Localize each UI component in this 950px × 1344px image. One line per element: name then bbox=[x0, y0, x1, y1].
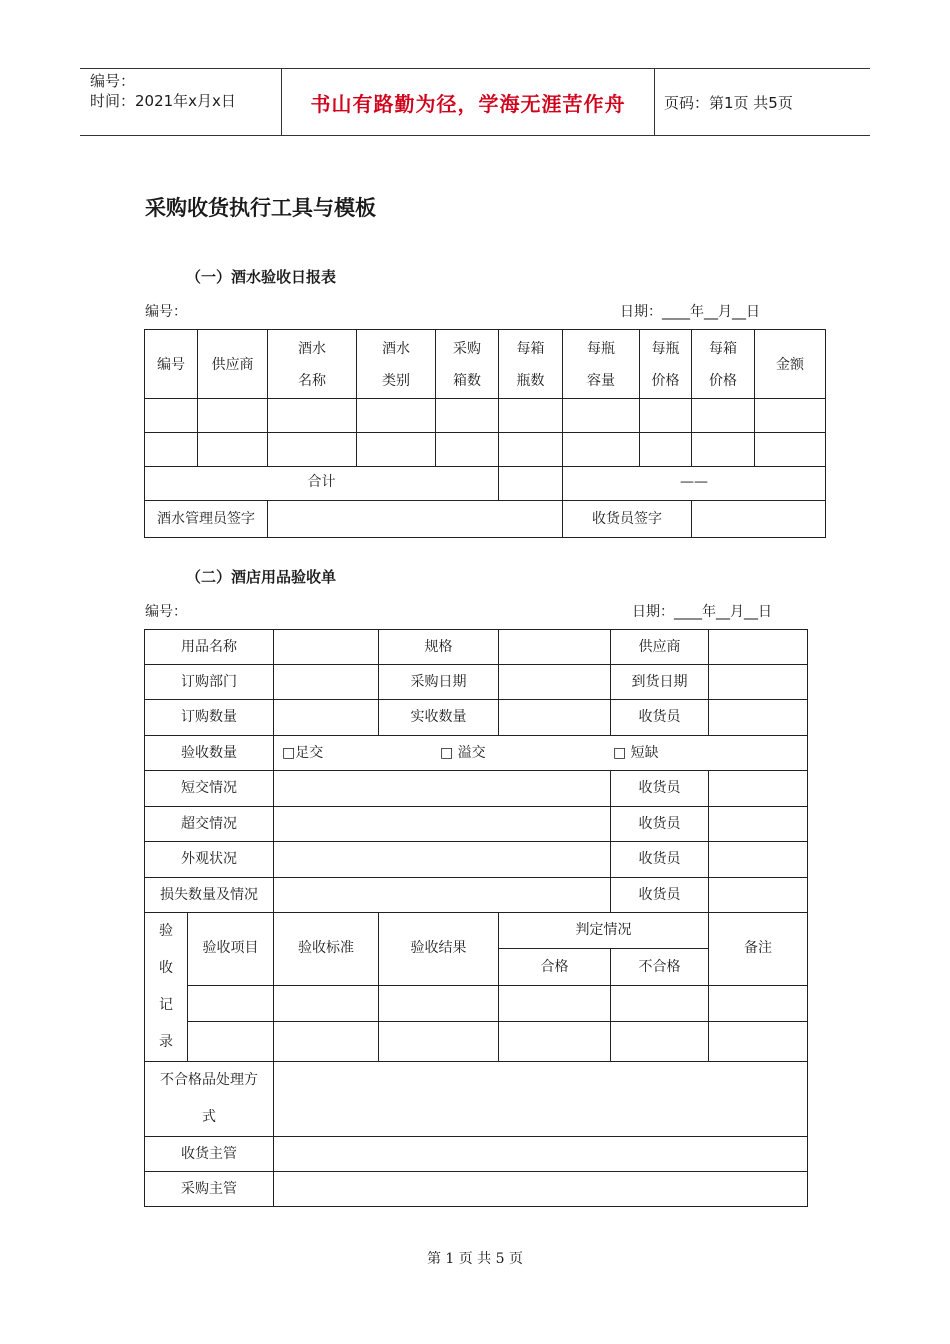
remark-header: 备注 bbox=[709, 913, 808, 986]
total-row bbox=[145, 467, 826, 501]
table-cell[interactable] bbox=[268, 399, 357, 433]
item-name-value[interactable] bbox=[274, 630, 379, 665]
table-row bbox=[145, 985, 808, 1021]
record-vertical-label: 验 收 记 录 bbox=[145, 913, 188, 1062]
actual-qty-value[interactable] bbox=[499, 700, 611, 736]
table-cell[interactable] bbox=[499, 985, 611, 1021]
table-cell[interactable] bbox=[499, 1022, 611, 1062]
col-header: 每箱 瓶数 bbox=[499, 330, 563, 399]
col-header: 编号 bbox=[145, 330, 198, 399]
total-dash: —— bbox=[563, 467, 826, 501]
appearance-label: 外观状况 bbox=[145, 842, 274, 878]
supplier-value[interactable] bbox=[709, 630, 808, 665]
col-header: 供应商 bbox=[198, 330, 268, 399]
loss-info-value[interactable] bbox=[274, 878, 611, 913]
table-cell[interactable] bbox=[436, 399, 499, 433]
col-header: 酒水 名称 bbox=[268, 330, 357, 399]
col-header: 每箱 价格 bbox=[692, 330, 755, 399]
full-delivery-checkbox[interactable]: □足交 bbox=[282, 744, 324, 761]
supplies-receiving-table bbox=[144, 629, 808, 1207]
receiver-sign-label: 收货员签字 bbox=[563, 501, 692, 538]
receiver-label: 收货员 bbox=[611, 807, 709, 842]
over-delivery-checkbox[interactable]: □ 溢交 bbox=[440, 744, 486, 761]
record-std-header: 验收标准 bbox=[274, 913, 379, 986]
receiver-label: 收货员 bbox=[611, 700, 709, 736]
purchase-supervisor-value[interactable] bbox=[274, 1172, 808, 1207]
table-cell[interactable] bbox=[145, 433, 198, 467]
spec-label: 规格 bbox=[379, 630, 499, 665]
short-info-label: 短交情况 bbox=[145, 771, 274, 807]
header-page-info: 页码：第1页 共5页 bbox=[664, 94, 793, 112]
table-cell[interactable] bbox=[198, 399, 268, 433]
record-item-header: 验收项目 bbox=[188, 913, 274, 986]
table-cell[interactable] bbox=[692, 433, 755, 467]
spec-value[interactable] bbox=[499, 630, 611, 665]
total-label: 合计 bbox=[145, 467, 499, 501]
table-cell[interactable] bbox=[198, 433, 268, 467]
table-cell[interactable] bbox=[755, 433, 826, 467]
col-header: 每瓶 容量 bbox=[563, 330, 640, 399]
arrival-date-value[interactable] bbox=[709, 665, 808, 700]
header-motto: 书山有路勤为径，学海无涯苦作舟 bbox=[310, 92, 626, 116]
appearance-value[interactable] bbox=[274, 842, 611, 878]
col-header: 每瓶 价格 bbox=[640, 330, 692, 399]
table-cell[interactable] bbox=[357, 433, 436, 467]
nonconform-value[interactable] bbox=[274, 1062, 808, 1137]
recv-supervisor-label: 收货主管 bbox=[145, 1137, 274, 1172]
arrival-date-label: 到货日期 bbox=[611, 665, 709, 700]
table-row bbox=[145, 1022, 808, 1062]
order-dept-value[interactable] bbox=[274, 665, 379, 700]
table-cell[interactable] bbox=[357, 399, 436, 433]
receiver-value[interactable] bbox=[709, 807, 808, 842]
table-cell[interactable] bbox=[145, 399, 198, 433]
col-header: 酒水 类别 bbox=[357, 330, 436, 399]
manager-sign-label: 酒水管理员签字 bbox=[145, 501, 268, 538]
header-left bbox=[90, 71, 236, 111]
header-divider bbox=[654, 69, 655, 136]
supplier-label: 供应商 bbox=[611, 630, 709, 665]
item-name-label: 用品名称 bbox=[145, 630, 274, 665]
header-code-label: 编号： bbox=[90, 72, 136, 90]
col-header: 金额 bbox=[755, 330, 826, 399]
total-cases-cell[interactable] bbox=[499, 467, 563, 501]
short-info-value[interactable] bbox=[274, 771, 611, 807]
table-cell[interactable] bbox=[274, 1022, 379, 1062]
document-title: 采购收货执行工具与模板 bbox=[145, 195, 376, 220]
page-footer: 第 1 页 共 5 页 bbox=[426, 1251, 524, 1267]
table-cell[interactable] bbox=[692, 399, 755, 433]
table-cell[interactable] bbox=[640, 433, 692, 467]
accept-qty-options bbox=[274, 736, 808, 771]
signature-row bbox=[145, 501, 826, 538]
pass-header: 合格 bbox=[499, 949, 611, 985]
section1-date-label: 日期：____年__月__日 bbox=[620, 304, 760, 320]
header-time-label: 时间：2021年x月x日 bbox=[90, 92, 236, 110]
table-cell[interactable] bbox=[709, 985, 808, 1021]
table-cell[interactable] bbox=[640, 399, 692, 433]
receiver-sign-cell[interactable] bbox=[692, 501, 826, 538]
table-cell[interactable] bbox=[436, 433, 499, 467]
table-cell[interactable] bbox=[379, 1022, 499, 1062]
liquor-receiving-table bbox=[144, 329, 826, 538]
table-cell[interactable] bbox=[611, 985, 709, 1021]
receiver-value[interactable] bbox=[709, 878, 808, 913]
col-header: 采购 箱数 bbox=[436, 330, 499, 399]
order-qty-label: 订购数量 bbox=[145, 700, 274, 736]
table-cell[interactable] bbox=[188, 1022, 274, 1062]
table-cell[interactable] bbox=[563, 399, 640, 433]
table-header-row bbox=[145, 330, 826, 399]
purchase-date-label: 采购日期 bbox=[379, 665, 499, 700]
fail-header: 不合格 bbox=[611, 949, 709, 985]
judgement-header: 判定情况 bbox=[499, 913, 709, 949]
section2-date-label: 日期：____年__月__日 bbox=[632, 604, 772, 620]
receiver-value[interactable] bbox=[709, 771, 808, 807]
over-info-value[interactable] bbox=[274, 807, 611, 842]
table-cell[interactable] bbox=[268, 433, 357, 467]
table-cell[interactable] bbox=[563, 433, 640, 467]
section1-code-label: 编号： bbox=[145, 304, 187, 320]
table-cell[interactable] bbox=[379, 985, 499, 1021]
recv-supervisor-value[interactable] bbox=[274, 1137, 808, 1172]
purchase-date-value[interactable] bbox=[499, 665, 611, 700]
table-cell[interactable] bbox=[499, 433, 563, 467]
section2-title: （二）酒店用品验收单 bbox=[186, 568, 337, 586]
receiver-label: 收货员 bbox=[611, 771, 709, 807]
accept-qty-label: 验收数量 bbox=[145, 736, 274, 771]
short-delivery-checkbox[interactable]: □ 短缺 bbox=[613, 744, 659, 761]
receiver-value[interactable] bbox=[709, 842, 808, 878]
table-cell[interactable] bbox=[499, 399, 563, 433]
manager-sign-cell[interactable] bbox=[268, 501, 563, 538]
table-cell[interactable] bbox=[709, 1022, 808, 1062]
table-cell[interactable] bbox=[274, 985, 379, 1021]
table-cell[interactable] bbox=[188, 985, 274, 1021]
order-qty-value[interactable] bbox=[274, 700, 379, 736]
table-row bbox=[145, 433, 826, 467]
order-dept-label: 订购部门 bbox=[145, 665, 274, 700]
actual-qty-label: 实收数量 bbox=[379, 700, 499, 736]
over-info-label: 超交情况 bbox=[145, 807, 274, 842]
receiver-label: 收货员 bbox=[611, 878, 709, 913]
nonconform-label: 不合格品处理方 式 bbox=[145, 1062, 274, 1137]
table-cell[interactable] bbox=[755, 399, 826, 433]
section2-code-label: 编号： bbox=[145, 604, 187, 620]
purchase-supervisor-label: 采购主管 bbox=[145, 1172, 274, 1207]
table-cell[interactable] bbox=[611, 1022, 709, 1062]
receiver-label: 收货员 bbox=[611, 842, 709, 878]
loss-info-label: 损失数量及情况 bbox=[145, 878, 274, 913]
table-row bbox=[145, 399, 826, 433]
section1-title: （一）酒水验收日报表 bbox=[186, 268, 337, 286]
record-result-header: 验收结果 bbox=[379, 913, 499, 986]
receiver-value[interactable] bbox=[709, 700, 808, 736]
page-header bbox=[80, 68, 870, 136]
